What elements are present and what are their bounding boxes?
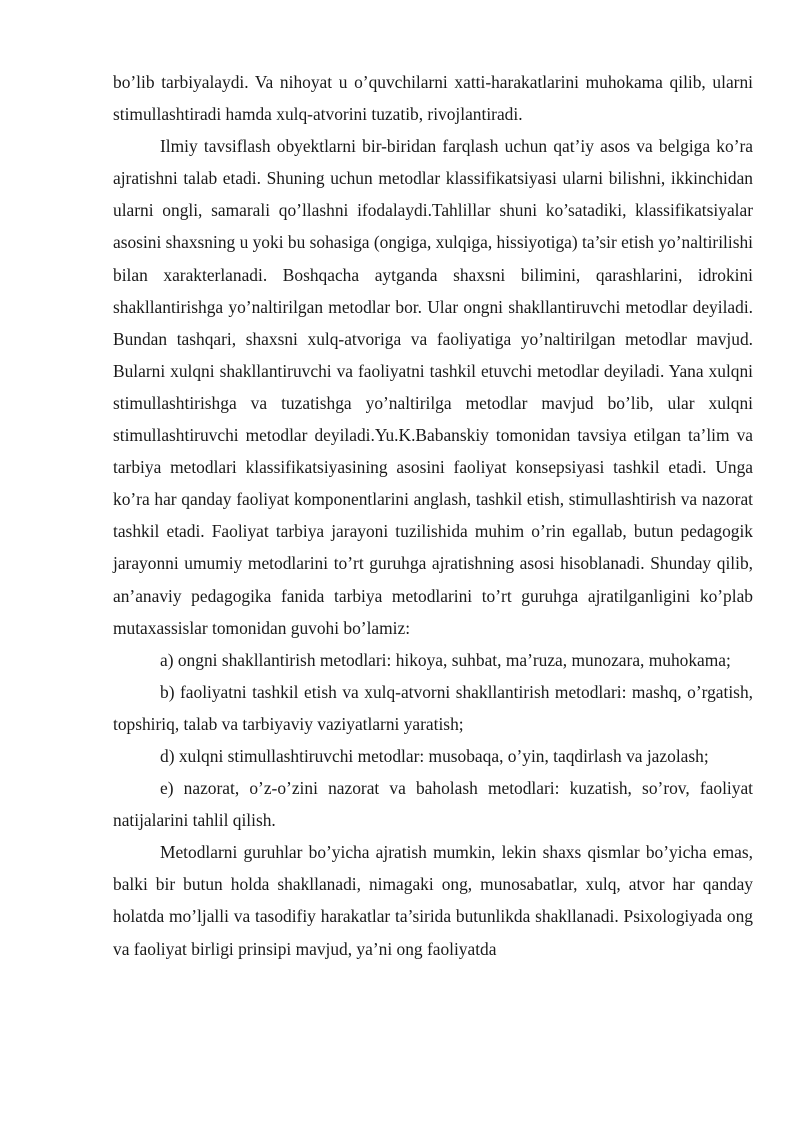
- document-page: [113, 66, 753, 965]
- list-item-e: e) nazorat, o’z-o’zini nazorat va baholash metodlari: kuzatish, so’rov, faoliyat natijalarini tahlil qilish.: [113, 778, 753, 831]
- paragraph-classification: Ilmiy tavsiflash obyektlarni bir-biridan farqlash uchun qat’iy asos va belgiga ko’ra ajratishni talab etadi. Shuning uchun metodlar klassifikatsiyasi ularni bilishni, ikkinchidan ularni ongli, samarali qo’llashni ifodalaydi.Tahlillar shuni ko’satadiki, klassifikatsiyalar asosini shaxsning u yoki bu sohasiga (ongiga, xulqiga, hissiyotiga) ta’sir etish yo’naltirilishi bilan xarakterlanadi. Boshqacha aytganda shaxsni bilimini, qarashlarini, idrokini shakllantirishga yo’naltirilgan metodlar bor. Ular ongni shakllantiruvchi metodlar deyiladi. Bundan tashqari, shaxsni xulq-atvoriga va faoliyatiga yo’naltirilgan metodlar mavjud. Bularni xulqni shakllantiruvchi va faoliyatni tashkil etuvchi metodlar deyiladi. Yana xulqni stimullashtirishga va tuzatishga yo’naltirilga metodlar mavjud bo’lib, ular xulqni stimullashtiruvchi metodlar deyiladi.Yu.K.Babanskiy tomonidan tavsiya etilgan ta’lim va tarbiya metodlari klassifikatsiyasining asosini faoliyat konsepsiyasi tashkil etadi. Unga ko’ra har qanday faoliyat komponentlarini anglash, tashkil etish, stimullashtirish va nazorat tashkil etadi. Faoliyat tarbiya jarayoni tuzilishida muhim o’rin egallab, butun pedagogik jarayonni umumiy metodlarini to’rt guruhga ajratishning asosi hisoblanadi. Shunday qilib, an’anaviy pedagogika fanida tarbiya metodlarini to’rt guruhga ajratilganligini ko’plab mutaxassislar tomonidan guvohi bo’lamiz:: [113, 136, 754, 638]
- list-item-b: b) faoliyatni tashkil etish va xulq-atvorni shakllantirish metodlari: mashq, o’rgatish, topshiriq, talab va tarbiyaviy vaziyatlarni yaratish;: [113, 681, 753, 734]
- paragraph-continuation: bo’lib tarbiyalaydi. Va nihoyat u o’quvchilarni xatti-harakatlarini muhokama qilib, ularni stimullashtiradi hamda xulq-atvorini tuzatib, rivojlantiradi.: [113, 72, 753, 125]
- paragraph-grouping: Metodlarni guruhlar bo’yicha ajratish mumkin, lekin shaxs qismlar bo’yicha emas, balki bir butun holda shakllanadi, nimagaki ong, munosabatlar, xulq, atvor har qanday holatda mo’ljalli va tasodifiy harakatlar ta’sirida butunlikda shakllanadi. Psixologiyada ong va faoliyat birligi prinsipi mavjud, ya’ni ong faoliyatda: [113, 842, 753, 959]
- list-item-d: d) xulqni stimullashtiruvchi metodlar: musobaqa, o’yin, taqdirlash va jazolash;: [160, 745, 709, 766]
- list-item-a: a) ongni shakllantirish metodlari: hikoya, suhbat, ma’ruza, munozara, muhokama;: [160, 649, 731, 670]
